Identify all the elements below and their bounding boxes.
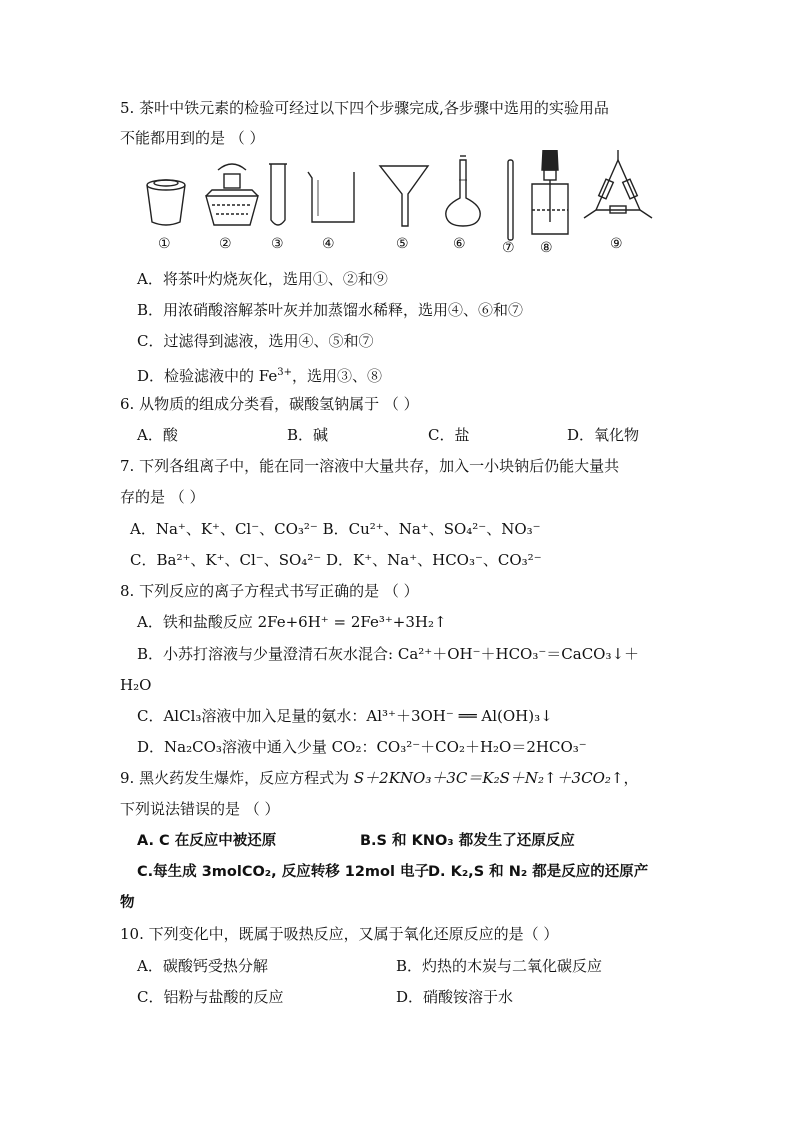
- q6-option-b: B．碱: [287, 426, 329, 444]
- q5-option-b: B．用浓硝酸溶解茶叶灰并加蒸馏水稀释，选用④、⑥和⑦: [137, 301, 524, 319]
- q6-option-c: C．盐: [428, 426, 470, 444]
- q10-option-a: A．碳酸钙受热分解: [137, 957, 268, 975]
- funnel-icon: [380, 166, 428, 226]
- q5-option-a: A．将茶叶灼烧灰化，选用①、②和⑨: [137, 270, 388, 288]
- q5-option-d: D．检验滤液中的 $Fe^{3+}$，选用③、⑧: [137, 367, 383, 385]
- q7-options-cd: C．Ba²⁺、K⁺、Cl⁻、SO₄²⁻ D．K⁺、Na⁺、HCO₃⁻、CO₃²⁻: [130, 551, 542, 569]
- q8-option-a: A．铁和盐酸反应 2Fe+6H⁺ = 2Fe³⁺+3H₂↑: [137, 613, 447, 631]
- q8-option-b-line2: H₂O: [120, 676, 152, 694]
- clay-triangle-furnace-icon: [206, 164, 258, 225]
- clay-triangle-icon: [584, 150, 652, 218]
- q7-stem-line1: 7. 下列各组离子中，能在同一溶液中大量共存，加入一小块钠后仍能大量共: [120, 457, 620, 475]
- q10-option-d: D．硝酸铵溶于水: [396, 988, 514, 1006]
- q5-option-c: C．过滤得到滤液，选用④、⑤和⑦: [137, 332, 374, 350]
- volumetric-flask-icon: [446, 156, 480, 226]
- q9-stem-line1: 9. 黑火药发生爆炸，反应方程式为 S＋2KNO₃＋3C＝K₂S＋N₂↑＋3CO₂↑，: [120, 769, 639, 787]
- q9-stem-line2: 下列说法错误的是 （ ）: [120, 800, 280, 818]
- apparatus-label-3: ③: [271, 236, 284, 252]
- apparatus-label-6: ⑥: [453, 236, 466, 252]
- q10-stem: 10. 下列变化中，既属于吸热反应，又属于氧化还原反应的是（ ）: [120, 925, 559, 943]
- q6-option-a: A．酸: [137, 426, 178, 444]
- q5-stem-line1: 5. 茶叶中铁元素的检验可经过以下四个步骤完成,各步骤中选用的实验用品: [120, 99, 609, 117]
- q8-option-b-line1: B．小苏打溶液与少量澄清石灰水混合: Ca²⁺＋OH⁻＋HCO₃⁻＝CaCO₃↓＋: [137, 645, 640, 663]
- q10-option-c: C．铝粉与盐酸的反应: [137, 988, 284, 1006]
- apparatus-label-2: ②: [219, 236, 232, 252]
- q9-option-a: A. C 在反应中被还原: [137, 833, 277, 849]
- q8-option-c: C．AlCl₃溶液中加入足量的氨水：Al³⁺＋3OH⁻ ══ Al(OH)₃↓: [137, 707, 553, 725]
- apparatus-label-5: ⑤: [396, 236, 409, 252]
- beaker-icon: [308, 172, 354, 222]
- test-tube-icon: [269, 164, 287, 225]
- apparatus-label-4: ④: [322, 236, 335, 252]
- q7-options-ab: A．Na⁺、K⁺、Cl⁻、CO₃²⁻ B．Cu²⁺、Na⁺、SO₄²⁻、NO₃⁻: [130, 520, 541, 538]
- q6-stem: 6. 从物质的组成分类看，碳酸氢钠属于 （ ）: [120, 395, 419, 413]
- apparatus-label-8: ⑧: [540, 240, 553, 256]
- q7-stem-line2: 存的是 （ ）: [120, 488, 205, 506]
- q10-option-b: B．灼热的木炭与二氧化碳反应: [396, 957, 603, 975]
- apparatus-label-1: ①: [158, 236, 171, 252]
- q9-option-c: C.每生成 3molCO₂, 反应转移 12mol 电子: [137, 864, 430, 880]
- crucible-icon: [147, 180, 185, 225]
- apparatus-label-9: ⑨: [610, 236, 623, 252]
- q9-option-b: B.S 和 KNO₃ 都发生了还原反应: [360, 833, 575, 849]
- apparatus-label-7: ⑦: [502, 240, 515, 256]
- q6-option-d: D．氧化物: [567, 426, 640, 444]
- glass-rod-icon: [508, 160, 513, 240]
- q9-option-d-line2: 物: [120, 895, 135, 911]
- q8-stem: 8. 下列反应的离子方程式书写正确的是 （ ）: [120, 582, 419, 600]
- q9-equation: S＋2KNO₃＋3C＝K₂S＋N₂↑＋3CO₂↑: [353, 769, 624, 787]
- q5-stem-line2: 不能都用到的是 （ ）: [120, 129, 265, 147]
- q9-option-d-line1: D. K₂,S 和 N₂ 都是反应的还原产: [428, 864, 649, 880]
- dropper-bottle-icon: [532, 150, 568, 234]
- q8-option-d: D．Na₂CO₃溶液中通入少量 CO₂：CO₃²⁻＋CO₂＋H₂O＝2HCO₃⁻: [137, 738, 587, 756]
